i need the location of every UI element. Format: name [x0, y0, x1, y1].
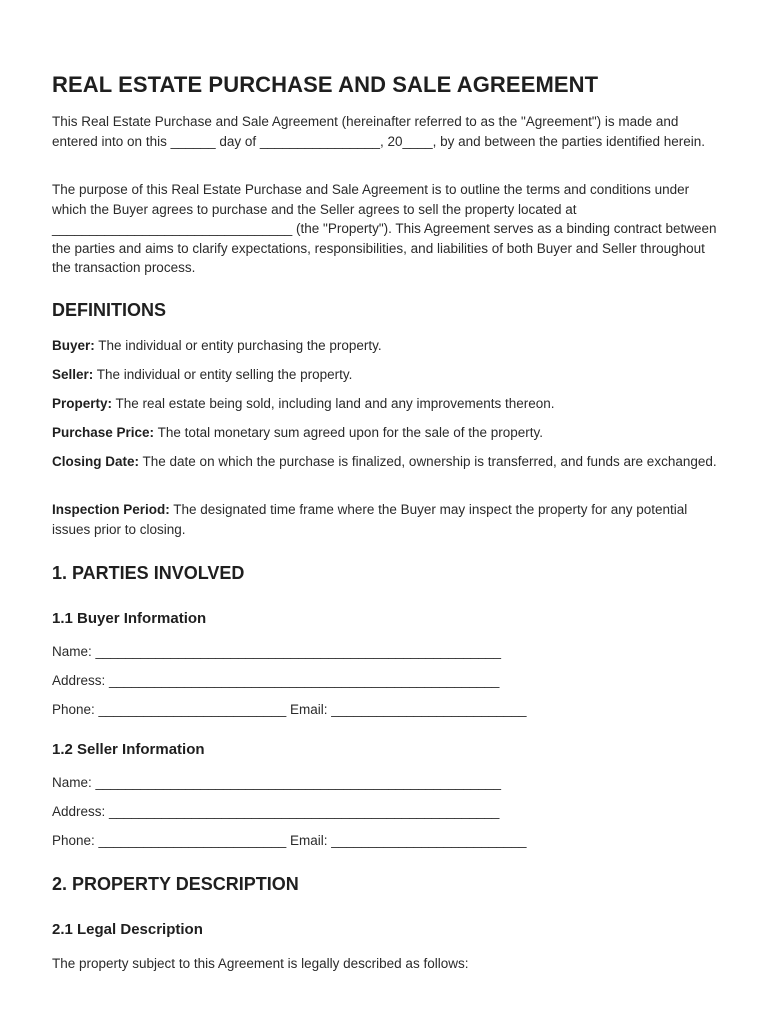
legal-description-heading: 2.1 Legal Description — [52, 921, 203, 938]
definition-term: Inspection Period: — [52, 502, 170, 517]
definition-text: The real estate being sold, including land and any improvements thereon. — [112, 396, 555, 411]
definition-text: The individual or entity purchasing the property. — [94, 338, 382, 353]
definition-buyer — [52, 336, 724, 356]
document-title: REAL ESTATE PURCHASE AND SALE AGREEMENT — [52, 72, 599, 97]
definition-inspection-period — [52, 500, 724, 539]
buyer-address-field: Address: ____________________________________________________ — [52, 673, 500, 688]
purpose-paragraph: The purpose of this Real Estate Purchase and Sale Agreement is to outline the terms and conditions under which the Buyer agrees to purchase and the Seller agrees to sell the property located at ________________________________ (the "Property"). This Agreement serves as a binding contract between the parties and aims to clarify expectations, responsibilities, and liabilities of both Buyer and Seller throughout the transaction process. — [52, 182, 717, 275]
definition-seller — [52, 365, 724, 385]
definition-text: The date on which the purchase is finalized, ownership is transferred, and funds are exchanged. — [139, 454, 717, 469]
definition-text: The designated time frame where the Buyer may inspect the property for any potential issues prior to closing. — [52, 502, 688, 537]
definition-term: Property: — [52, 396, 113, 411]
buyer-phone-email-field: Phone: _________________________ Email: __________________________ — [52, 702, 527, 717]
definition-term: Buyer: — [52, 338, 95, 353]
seller-phone-email-field: Phone: _________________________ Email: __________________________ — [52, 833, 527, 848]
definition-term: Purchase Price: — [52, 425, 155, 440]
definition-property — [52, 394, 724, 414]
buyer-info-heading: 1.1 Buyer Information — [52, 610, 207, 627]
definition-text: The total monetary sum agreed upon for the sale of the property. — [154, 425, 544, 440]
definition-term: Seller: — [52, 367, 94, 382]
buyer-name-field: Name: ______________________________________________________ — [52, 644, 501, 659]
intro-paragraph: This Real Estate Purchase and Sale Agreement (hereinafter referred to as the "Agreement") is made and entered into on this ______ day of ________________, 20____, by and between the parties identified herein. — [52, 114, 706, 149]
legal-description-text: The property subject to this Agreement is legally described as follows: — [52, 956, 469, 971]
section-2-heading: 2. PROPERTY DESCRIPTION — [52, 874, 299, 894]
definition-closing-date — [52, 452, 724, 472]
seller-address-field: Address: ____________________________________________________ — [52, 804, 500, 819]
seller-info-heading: 1.2 Seller Information — [52, 741, 205, 758]
definitions-heading: DEFINITIONS — [52, 300, 167, 320]
definition-term: Closing Date: — [52, 454, 140, 469]
seller-name-field: Name: ______________________________________________________ — [52, 775, 501, 790]
definition-text: The individual or entity selling the property. — [93, 367, 353, 382]
section-1-heading: 1. PARTIES INVOLVED — [52, 563, 245, 583]
definition-purchase-price — [52, 423, 724, 443]
